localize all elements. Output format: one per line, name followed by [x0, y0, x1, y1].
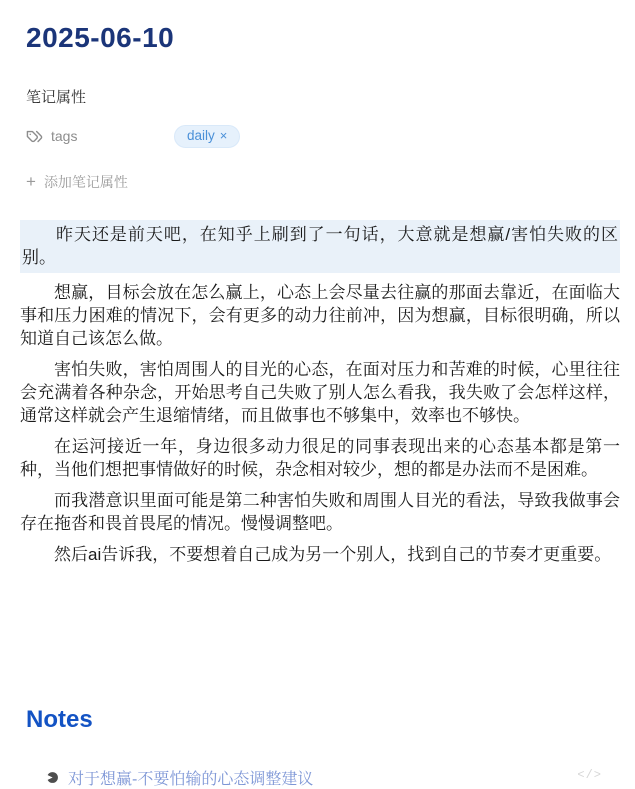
- paragraph: 在运河接近一年，身边很多动力很足的同事表现出来的心态基本都是第一种，当他们想把事情做好的时候，杂念相对较少，想的都是办法而不是困难。: [20, 436, 620, 479]
- note-link-icon: [46, 771, 59, 784]
- properties-heading: 笔记属性: [26, 89, 87, 106]
- properties-section: [26, 86, 620, 192]
- paragraph: 而我潜意识里面可能是第二种害怕失败和周围人目光的看法，导致我做事会存在拖沓和畏首畏尾的情况。慢慢调整吧。: [20, 490, 620, 533]
- page-title: 2025-06-10: [26, 22, 175, 53]
- paragraph: 然后ai告诉我，不要想着自己成为另一个别人，找到自己的节奏才更重要。: [54, 544, 612, 564]
- note-page: [0, 22, 635, 789]
- property-row-tags: [26, 125, 620, 148]
- note-link-row[interactable]: [46, 766, 620, 789]
- tag-pill-daily[interactable]: [174, 125, 240, 148]
- paragraph-highlighted: 昨天还是前天吧，在知乎上刷到了一句话，大意就是想赢/害怕失败的区别。: [20, 220, 620, 273]
- property-key-label: tags: [51, 128, 78, 145]
- note-body: [20, 220, 620, 566]
- add-property-button[interactable]: [26, 172, 620, 192]
- property-key-tags[interactable]: [26, 128, 174, 145]
- notes-heading: Notes: [26, 705, 93, 733]
- code-embed-icon[interactable]: </>: [577, 767, 602, 782]
- note-link[interactable]: 对于想赢-不要怕输的心态调整建议: [68, 770, 314, 788]
- plus-icon: +: [26, 172, 36, 191]
- add-property-label: 添加笔记属性: [43, 173, 128, 190]
- paragraph: 想赢，目标会放在怎么赢上，心态上会尽量去往赢的那面去靠近，在面临大事和压力困难的情况下，会有更多的动力往前冲，因为想赢，目标很明确，所以知道自己该怎么做。: [20, 282, 620, 348]
- property-value-tags: [174, 125, 240, 148]
- tag-remove-icon[interactable]: ×: [219, 128, 228, 144]
- paragraph: 害怕失败，害怕周围人的目光的心态，在面对压力和苦难的时候，心里往往会充满着各种杂念，开始思考自己失败了别人怎么看我，我失败了会怎样这样，通常这样就会产生退缩情绪，而且做事也不够集中，效率也不够快。: [20, 359, 620, 425]
- tag-pill-label: daily: [187, 128, 215, 143]
- tags-icon: [26, 128, 43, 145]
